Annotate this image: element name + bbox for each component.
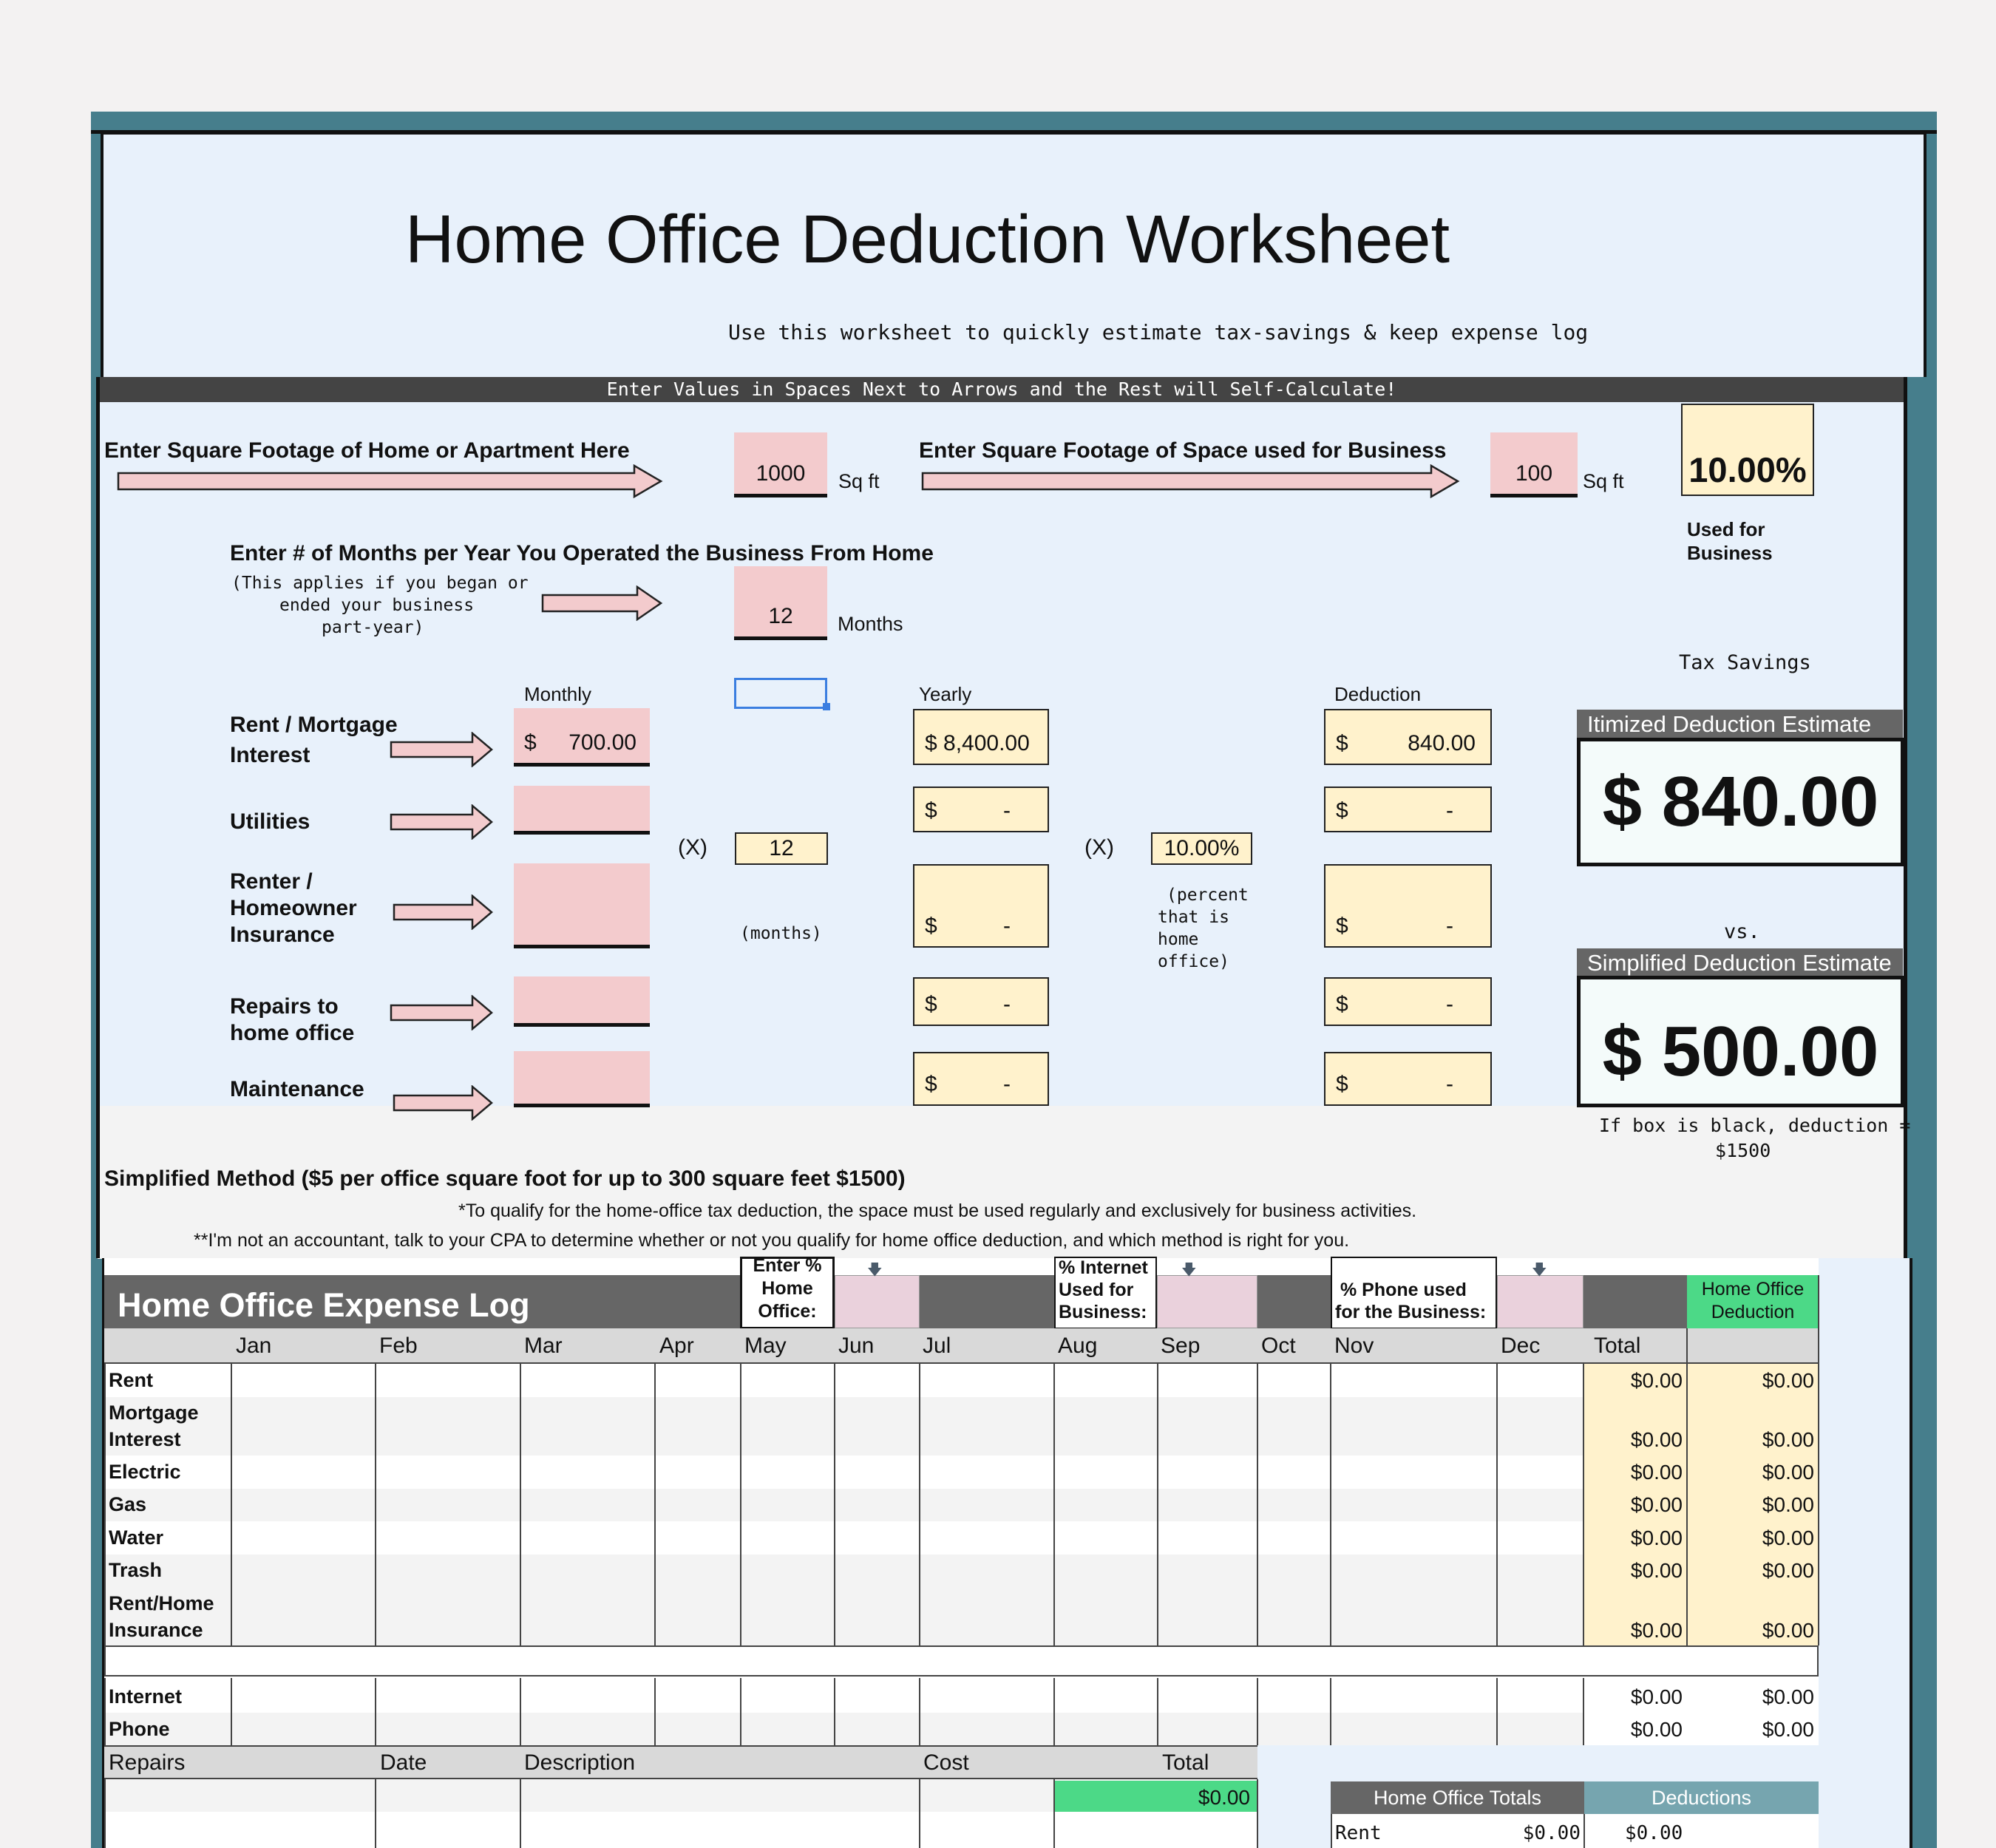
- months-factor-note: (months): [740, 924, 822, 943]
- row-deduction: $0.00: [1762, 1493, 1814, 1516]
- repairs-deduction-dollar: $: [1336, 992, 1348, 1016]
- log-row-label: Internet: [109, 1685, 183, 1708]
- row-total: $0.00: [1630, 1369, 1683, 1392]
- months-label: Enter # of Months per Year You Operated the Business From Home: [230, 541, 934, 565]
- arrow-right-icon: [393, 894, 495, 930]
- repairs-yearly-value: -: [1003, 992, 1011, 1016]
- simplified-method-note: Simplified Method ($5 per office square foot for up to 300 square feet $1500): [104, 1166, 906, 1191]
- insurance-deduction-value: -: [1446, 914, 1453, 938]
- percent-note-4: office): [1158, 952, 1229, 971]
- utilities-yearly-value: -: [1003, 798, 1011, 823]
- simplified-estimate-box: $ 500.00: [1577, 976, 1904, 1107]
- utilities-yearly-box: [913, 787, 1049, 832]
- grid-line: [1330, 1362, 1331, 1645]
- grid-line: [1583, 1814, 1585, 1848]
- grid-line: [375, 1678, 376, 1745]
- month-header-row: [104, 1328, 1819, 1362]
- repairs-row-bg: [104, 1812, 1257, 1848]
- home-sqft-input[interactable]: [734, 432, 827, 497]
- home-sqft-value: 1000: [756, 461, 806, 486]
- expense-log-right-pad: [1819, 1258, 1910, 1848]
- log-row-label: Phone: [109, 1718, 170, 1740]
- months-factor-box: 12: [735, 832, 828, 865]
- grid-line: [1157, 1362, 1158, 1645]
- grid-line: [1053, 1779, 1055, 1848]
- percent-factor-box: 10.00%: [1151, 832, 1252, 865]
- months-note-1: (This applies if you began or: [231, 574, 529, 593]
- grid-line: [231, 1362, 232, 1645]
- rent-deduction-dollar: $: [1336, 731, 1348, 755]
- grid-line: [1257, 1362, 1258, 1645]
- disclaimer-note: **I'm not an accountant, talk to your CPA to determine whether or not you qualify for home office deduction, and which method is right for you.: [194, 1230, 1350, 1251]
- log-row-label: Gas: [109, 1493, 147, 1515]
- itemized-estimate-header: Itimized Deduction Estimate: [1577, 710, 1903, 739]
- insurance-monthly-input[interactable]: [514, 863, 650, 948]
- grid-line: [1686, 1328, 1688, 1645]
- months-value: 12: [768, 604, 793, 628]
- grid-line: [1583, 1362, 1584, 1645]
- grid-line: [1583, 1678, 1584, 1745]
- grid-line: [654, 1362, 656, 1645]
- repairs-head: Repairs: [109, 1750, 186, 1775]
- rent-yearly-box: [913, 709, 1049, 765]
- rent-mortgage-label-1: Rent / Mortgage: [230, 713, 398, 737]
- repairs-yearly-dollar: $: [925, 992, 937, 1016]
- arrow-right-icon: [541, 585, 664, 621]
- log-row-label: Water: [109, 1526, 164, 1549]
- arrow-down-icon: 🡇: [1532, 1262, 1547, 1278]
- estimate-note-1: If box is black, deduction =: [1599, 1115, 1911, 1136]
- months-note-2: ended your business: [279, 596, 475, 615]
- x-symbol-percent: (X): [1084, 835, 1114, 860]
- row-deduction: $0.00: [1762, 1619, 1814, 1642]
- arrow-right-icon: [921, 464, 1461, 498]
- grid-line: [740, 1362, 741, 1645]
- instruction-banner: Enter Values in Spaces Next to Arrows and the Rest will Self-Calculate!: [98, 377, 1906, 402]
- home-office-deduction-head-1: Home Office: [1701, 1279, 1805, 1300]
- x-symbol-months: (X): [678, 835, 707, 860]
- business-sqft-unit: Sq ft: [1583, 470, 1624, 492]
- month-jun: Jun: [838, 1334, 875, 1358]
- pct-home-label-1: Enter %: [753, 1255, 822, 1276]
- grid-line: [1330, 1678, 1331, 1745]
- log-header-gap: [920, 1275, 1054, 1328]
- row-total: $0.00: [1630, 1685, 1683, 1708]
- pct-internet-input[interactable]: [1157, 1275, 1257, 1328]
- rent-deduction-value: 840.00: [1408, 731, 1476, 755]
- log-row-bg: [104, 1521, 1583, 1555]
- log-row-bg: [104, 1587, 1583, 1645]
- repairs-total-value: $0.00: [1198, 1786, 1250, 1809]
- grid-line: [1496, 1678, 1498, 1745]
- log-row-bg: [104, 1364, 1583, 1397]
- arrow-down-icon: 🡇: [867, 1262, 883, 1278]
- log-row-label: Mortgage: [109, 1402, 199, 1424]
- rent-yearly-value: $ 8,400.00: [925, 731, 1030, 755]
- month-dec: Dec: [1501, 1334, 1541, 1358]
- grid-line: [375, 1362, 376, 1645]
- business-percent-value: 10.00%: [1688, 450, 1807, 489]
- grid-line: [520, 1779, 521, 1848]
- repairs-description-head: Description: [524, 1750, 636, 1775]
- itemized-estimate-box: $ 840.00: [1577, 738, 1904, 866]
- pct-internet-label-2: Used for: [1059, 1280, 1134, 1300]
- vs-label: vs.: [1724, 920, 1760, 943]
- log-row-label: Rent: [109, 1369, 153, 1391]
- insurance-yearly-box: [913, 864, 1049, 948]
- row-total: $0.00: [1630, 1559, 1683, 1582]
- grid-line: [104, 1362, 106, 1645]
- grid-line: [1053, 1678, 1055, 1745]
- maintenance-label: Maintenance: [230, 1077, 364, 1101]
- home-office-totals-head: Home Office Totals: [1331, 1781, 1584, 1814]
- percent-note-1: (percent: [1167, 886, 1249, 905]
- row-deduction: $0.00: [1762, 1461, 1814, 1484]
- totals-rent-total: $0.00: [1522, 1822, 1581, 1844]
- repairs-label-1: Repairs to: [230, 994, 339, 1019]
- pct-home-label-2: Home: [761, 1278, 813, 1299]
- maintenance-yearly-dollar: $: [925, 1072, 937, 1096]
- spacer-row: [104, 1645, 1819, 1677]
- utilities-deduction-box: [1324, 787, 1492, 832]
- insurance-label-3: Insurance: [230, 923, 335, 947]
- percent-note-2: that is: [1158, 908, 1229, 927]
- months-unit: Months: [838, 613, 903, 635]
- row-total: $0.00: [1630, 1493, 1683, 1516]
- repairs-cost-head: Cost: [923, 1750, 969, 1775]
- log-row-bg: [104, 1489, 1583, 1521]
- grid-line: [834, 1678, 835, 1745]
- grid-line: [740, 1678, 741, 1745]
- arrow-right-icon: [390, 732, 495, 767]
- utilities-label: Utilities: [230, 809, 310, 834]
- row-deduction: $0.00: [1762, 1685, 1814, 1708]
- row-total: $0.00: [1630, 1718, 1683, 1741]
- arrow-down-icon: 🡇: [1181, 1262, 1197, 1278]
- estimate-note-2: $1500: [1715, 1140, 1771, 1161]
- qualify-note: *To qualify for the home-office tax deduction, the space must be used regularly and exclusively for business activities.: [458, 1200, 1417, 1221]
- month-nov: Nov: [1334, 1334, 1374, 1358]
- grid-line: [919, 1779, 920, 1848]
- insurance-label-2: Homeowner: [230, 896, 357, 920]
- repairs-date-head: Date: [380, 1750, 427, 1775]
- row-deduction: $0.00: [1762, 1559, 1814, 1582]
- deductions-head: Deductions: [1584, 1781, 1819, 1814]
- row-total: $0.00: [1630, 1619, 1683, 1642]
- arrow-right-icon: [390, 995, 495, 1030]
- insurance-deduction-dollar: $: [1336, 914, 1348, 938]
- deduction-header: Deduction: [1334, 683, 1422, 705]
- used-for-label-1: Used for: [1687, 518, 1765, 540]
- grid-line: [1157, 1678, 1158, 1745]
- maintenance-deduction-box: [1324, 1052, 1492, 1106]
- months-note-3: part-year): [322, 618, 424, 637]
- log-row-label-2: Insurance: [109, 1619, 203, 1641]
- repairs-total-head: Total: [1162, 1750, 1209, 1775]
- grid-line: [104, 1779, 106, 1848]
- row-deduction: $0.00: [1762, 1369, 1814, 1392]
- month-may: May: [744, 1334, 787, 1358]
- log-title: Home Office Expense Log: [118, 1286, 530, 1324]
- yearly-header: Yearly: [919, 683, 972, 705]
- row-total: $0.00: [1630, 1526, 1683, 1549]
- selection-handle[interactable]: [823, 703, 830, 710]
- insurance-yearly-dollar: $: [925, 914, 937, 938]
- grid-line: [104, 1678, 106, 1745]
- grid-line: [1818, 1275, 1819, 1645]
- used-for-label-2: Business: [1687, 542, 1773, 564]
- percent-note-3: home: [1158, 930, 1199, 949]
- arrow-right-icon: [117, 464, 664, 498]
- log-row-label: Trash: [109, 1559, 163, 1581]
- grid-line: [520, 1678, 521, 1745]
- selected-cell[interactable]: [734, 678, 827, 709]
- page-subtitle: Use this worksheet to quickly estimate tax-savings & keep expense log: [728, 320, 1589, 344]
- log-header-gap: [1257, 1275, 1331, 1328]
- month-aug: Aug: [1058, 1334, 1098, 1358]
- simplified-estimate-header: Simplified Deduction Estimate: [1577, 948, 1903, 978]
- maintenance-deduction-value: -: [1446, 1072, 1453, 1096]
- utilities-deduction-value: -: [1446, 798, 1453, 823]
- rent-monthly-dollar: $: [524, 730, 537, 755]
- month-sep: Sep: [1161, 1334, 1201, 1358]
- pct-home-label-3: Office:: [758, 1301, 817, 1322]
- grid-line: [231, 1678, 232, 1745]
- insurance-label-1: Renter /: [230, 869, 313, 894]
- maintenance-monthly-input[interactable]: [514, 1051, 650, 1107]
- month-mar: Mar: [524, 1334, 563, 1358]
- repairs-header-row: [104, 1745, 1257, 1779]
- grid-line: [520, 1362, 521, 1645]
- log-row-label: Rent/Home: [109, 1592, 214, 1614]
- business-sqft-input[interactable]: [1490, 432, 1578, 497]
- log-row-label-2: Interest: [109, 1428, 181, 1450]
- arrow-right-icon: [390, 804, 495, 840]
- rent-monthly-input[interactable]: [514, 708, 650, 767]
- log-row-bg: [104, 1555, 1583, 1587]
- pct-internet-label-3: Business:: [1059, 1302, 1147, 1322]
- rent-mortgage-label-2: Interest: [230, 743, 310, 767]
- grid-line: [919, 1362, 920, 1645]
- home-sqft-unit: Sq ft: [838, 470, 880, 492]
- frame-left-border: [96, 377, 100, 1258]
- totals-rent-label: Rent: [1335, 1822, 1382, 1844]
- rent-deduction-box: [1324, 709, 1492, 765]
- insurance-deduction-box: [1324, 864, 1492, 948]
- log-row-bg: [104, 1397, 1583, 1455]
- month-jan: Jan: [236, 1334, 272, 1358]
- repairs-deduction-value: -: [1446, 992, 1453, 1016]
- business-sqft-label: Enter Square Footage of Space used for Business: [919, 438, 1447, 463]
- maintenance-deduction-dollar: $: [1336, 1072, 1348, 1096]
- month-jul: Jul: [923, 1334, 951, 1358]
- monthly-header: Monthly: [524, 683, 592, 705]
- log-row-bg: [104, 1713, 1583, 1745]
- business-sqft-value: 100: [1515, 461, 1553, 486]
- row-deduction: $0.00: [1762, 1718, 1814, 1741]
- pct-phone-label-2: for the Business:: [1335, 1302, 1487, 1322]
- maintenance-yearly-value: -: [1003, 1072, 1011, 1096]
- pct-phone-label-1: % Phone used: [1340, 1280, 1467, 1300]
- page-title: Home Office Deduction Worksheet: [405, 202, 1450, 277]
- business-percent-box: [1681, 404, 1814, 496]
- pct-internet-label-1: % Internet: [1059, 1257, 1148, 1278]
- grid-line: [1053, 1362, 1055, 1645]
- utilities-monthly-input[interactable]: [514, 786, 650, 835]
- tax-savings-header: Tax Savings: [1679, 651, 1811, 674]
- frame-top-border: [91, 130, 1937, 134]
- log-right-border: [1910, 1258, 1912, 1848]
- row-deduction: $0.00: [1762, 1428, 1814, 1451]
- grid-line: [834, 1362, 835, 1645]
- home-sqft-label: Enter Square Footage of Home or Apartment Here: [104, 438, 630, 463]
- months-input[interactable]: [734, 566, 827, 640]
- rent-monthly-value: 700.00: [568, 730, 637, 755]
- month-apr: Apr: [659, 1334, 694, 1358]
- row-total: $0.00: [1630, 1428, 1683, 1451]
- grid-line: [1496, 1362, 1498, 1645]
- repairs-monthly-input[interactable]: [514, 976, 650, 1027]
- month-feb: Feb: [379, 1334, 418, 1358]
- maintenance-yearly-box: [913, 1052, 1049, 1106]
- month-oct: Oct: [1261, 1334, 1296, 1358]
- grid-line: [919, 1678, 920, 1745]
- log-row-label: Electric: [109, 1461, 181, 1483]
- repairs-yearly-box: [913, 977, 1049, 1026]
- row-total: $0.00: [1630, 1461, 1683, 1484]
- row-deduction: $0.00: [1762, 1526, 1814, 1549]
- log-row-bg: [104, 1455, 1583, 1489]
- repairs-label-2: home office: [230, 1021, 355, 1045]
- total-header: Total: [1594, 1334, 1641, 1358]
- log-row-bg: [104, 1679, 1819, 1713]
- utilities-yearly-dollar: $: [925, 798, 937, 823]
- utilities-deduction-dollar: $: [1336, 798, 1348, 823]
- home-office-deduction-head-2: Deduction: [1711, 1302, 1795, 1322]
- grid-line: [654, 1678, 656, 1745]
- insurance-yearly-value: -: [1003, 914, 1011, 938]
- grid-line: [375, 1779, 376, 1848]
- grid-line: [1257, 1779, 1258, 1848]
- grid-line: [1257, 1678, 1258, 1745]
- arrow-right-icon: [393, 1085, 495, 1121]
- totals-rent-deduction: $0.00: [1625, 1822, 1683, 1844]
- log-header-gap: [1583, 1275, 1687, 1328]
- repairs-deduction-box: [1324, 977, 1492, 1026]
